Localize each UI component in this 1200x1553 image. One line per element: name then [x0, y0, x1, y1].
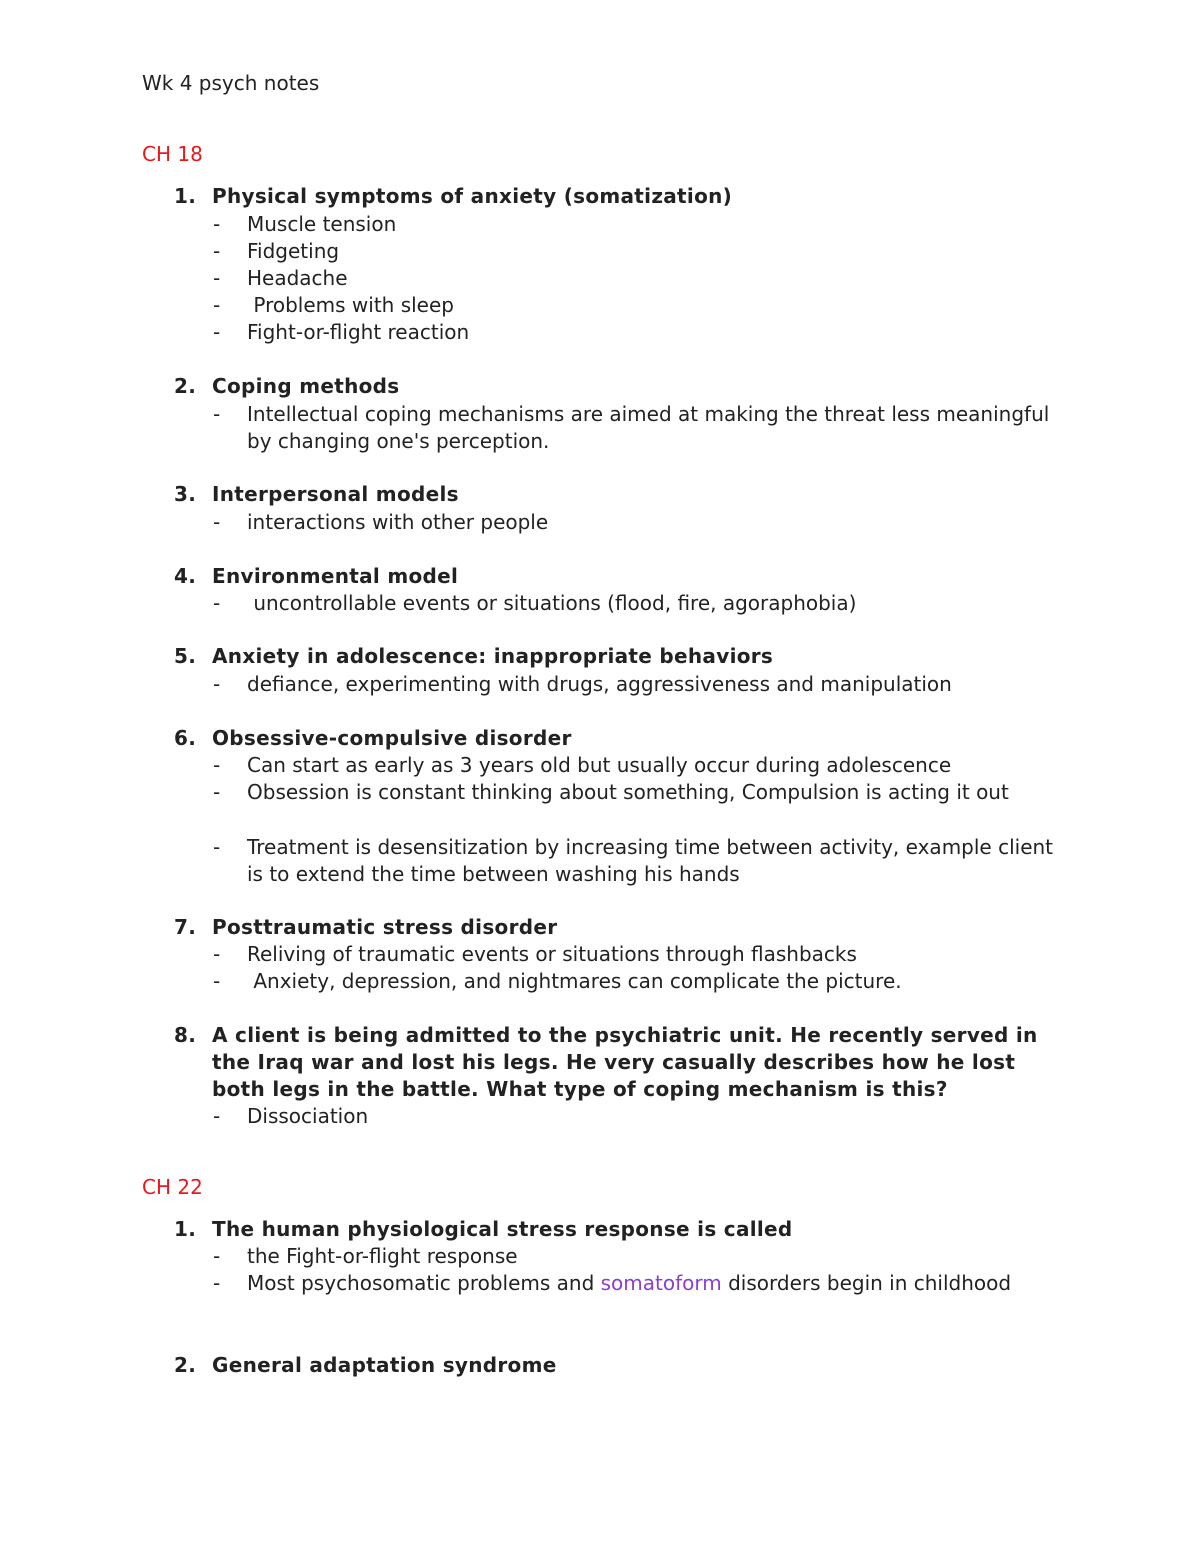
bullet-dash: - — [213, 212, 221, 236]
bullet-dash: - — [213, 510, 221, 534]
ch18-question-4 — [174, 563, 1059, 590]
question-text: Interpersonal models — [212, 482, 459, 506]
bullet-text — [247, 1270, 1063, 1297]
ch22-question-2 — [174, 1352, 1059, 1379]
bullet-dash: - — [213, 753, 221, 777]
question-number: 8. — [174, 1023, 197, 1047]
bullet-text: Dissociation — [247, 1104, 369, 1128]
bullet-text: Treatment is desensitization by increasing time between activity, example client is to extend the time between washing his hands — [247, 835, 1060, 886]
bullet-dash: - — [213, 320, 221, 344]
bullet-dash: - — [213, 672, 221, 696]
chapter-heading-ch18: CH 18 — [142, 142, 203, 166]
bullet-item — [213, 671, 1063, 698]
question-number: 2. — [174, 374, 197, 398]
ch22-question-1 — [174, 1216, 1059, 1243]
bullet-text-before: Most psychosomatic problems and — [247, 1271, 601, 1295]
bullet-item — [213, 941, 1063, 968]
ch18-question-2 — [174, 373, 1059, 400]
bullet-item — [213, 211, 1063, 238]
question-number: 5. — [174, 644, 197, 668]
question-text: Obsessive-compulsive disorder — [212, 726, 572, 750]
question-text: The human physiological stress response is called — [212, 1217, 793, 1241]
question-number: 4. — [174, 564, 197, 588]
bullet-item — [213, 1243, 1063, 1270]
question-text: Coping methods — [212, 374, 400, 398]
bullet-item — [213, 590, 1063, 617]
bullet-dash: - — [213, 266, 221, 290]
bullet-text: the Fight-or-flight response — [247, 1244, 518, 1268]
bullet-dash: - — [213, 780, 221, 804]
bullet-item — [213, 779, 1063, 806]
question-number: 2. — [174, 1353, 197, 1377]
bullet-dash: - — [213, 1244, 221, 1268]
bullet-item — [213, 834, 1063, 888]
bullet-item — [213, 509, 1063, 536]
bullet-item — [213, 1103, 1063, 1130]
bullet-text: Intellectual coping mechanisms are aimed at making the threat less meaningful by changing one's perception. — [247, 402, 1056, 453]
ch18-question-7 — [174, 914, 1059, 941]
bullet-item — [213, 292, 1063, 319]
question-text: Environmental model — [212, 564, 459, 588]
question-text: General adaptation syndrome — [212, 1353, 557, 1377]
bullet-dash: - — [213, 1104, 221, 1128]
bullet-item — [213, 265, 1063, 292]
bullet-dash: - — [213, 239, 221, 263]
bullet-text-after: disorders begin in childhood — [721, 1271, 1012, 1295]
bullet-text: Anxiety, depression, and nightmares can complicate the picture. — [247, 969, 902, 993]
bullet-item — [213, 319, 1063, 346]
bullet-text: Muscle tension — [247, 212, 397, 236]
bullet-dash: - — [213, 969, 221, 993]
bullet-text: defiance, experimenting with drugs, aggressiveness and manipulation — [247, 672, 952, 696]
bullet-dash: - — [213, 1271, 221, 1295]
question-number: 7. — [174, 915, 197, 939]
bullet-text: Headache — [247, 266, 348, 290]
question-text: Physical symptoms of anxiety (somatization) — [212, 184, 733, 208]
document-title: Wk 4 psych notes — [142, 71, 320, 95]
highlighted-term: somatoform — [600, 1271, 722, 1295]
bullet-text: Obsession is constant thinking about something, Compulsion is acting it out — [247, 780, 1009, 804]
question-number: 3. — [174, 482, 197, 506]
bullet-text: Fidgeting — [247, 239, 340, 263]
bullet-text: Problems with sleep — [247, 293, 454, 317]
bullet-item — [213, 1270, 1063, 1297]
question-text: Anxiety in adolescence: inappropriate behaviors — [212, 644, 774, 668]
ch18-question-5 — [174, 643, 1059, 670]
ch18-question-1 — [174, 183, 1059, 210]
bullet-item — [213, 968, 1063, 995]
ch18-question-6 — [174, 725, 1059, 752]
bullet-text: Reliving of traumatic events or situations through flashbacks — [247, 942, 857, 966]
bullet-dash: - — [213, 942, 221, 966]
question-number: 1. — [174, 1217, 197, 1241]
bullet-text: Fight-or-flight reaction — [247, 320, 470, 344]
question-number: 1. — [174, 184, 197, 208]
bullet-dash: - — [213, 835, 221, 859]
bullet-item — [213, 752, 1063, 779]
bullet-dash: - — [213, 293, 221, 317]
bullet-text: interactions with other people — [247, 510, 549, 534]
question-text: Posttraumatic stress disorder — [212, 915, 558, 939]
question-number: 6. — [174, 726, 197, 750]
chapter-heading-ch22: CH 22 — [142, 1175, 203, 1199]
bullet-dash: - — [213, 591, 221, 615]
ch18-question-8 — [174, 1022, 1059, 1103]
bullet-item — [213, 401, 1063, 455]
bullet-text: Can start as early as 3 years old but usually occur during adolescence — [247, 753, 952, 777]
ch18-question-3 — [174, 481, 1059, 508]
bullet-dash: - — [213, 402, 221, 426]
question-text: A client is being admitted to the psychiatric unit. He recently served in the Iraq war and lost his legs. He very casually describes how he lost both legs in the battle. What type of coping mechanism is this? — [212, 1023, 1038, 1101]
bullet-text: uncontrollable events or situations (flood, fire, agoraphobia) — [247, 591, 857, 615]
bullet-item — [213, 238, 1063, 265]
